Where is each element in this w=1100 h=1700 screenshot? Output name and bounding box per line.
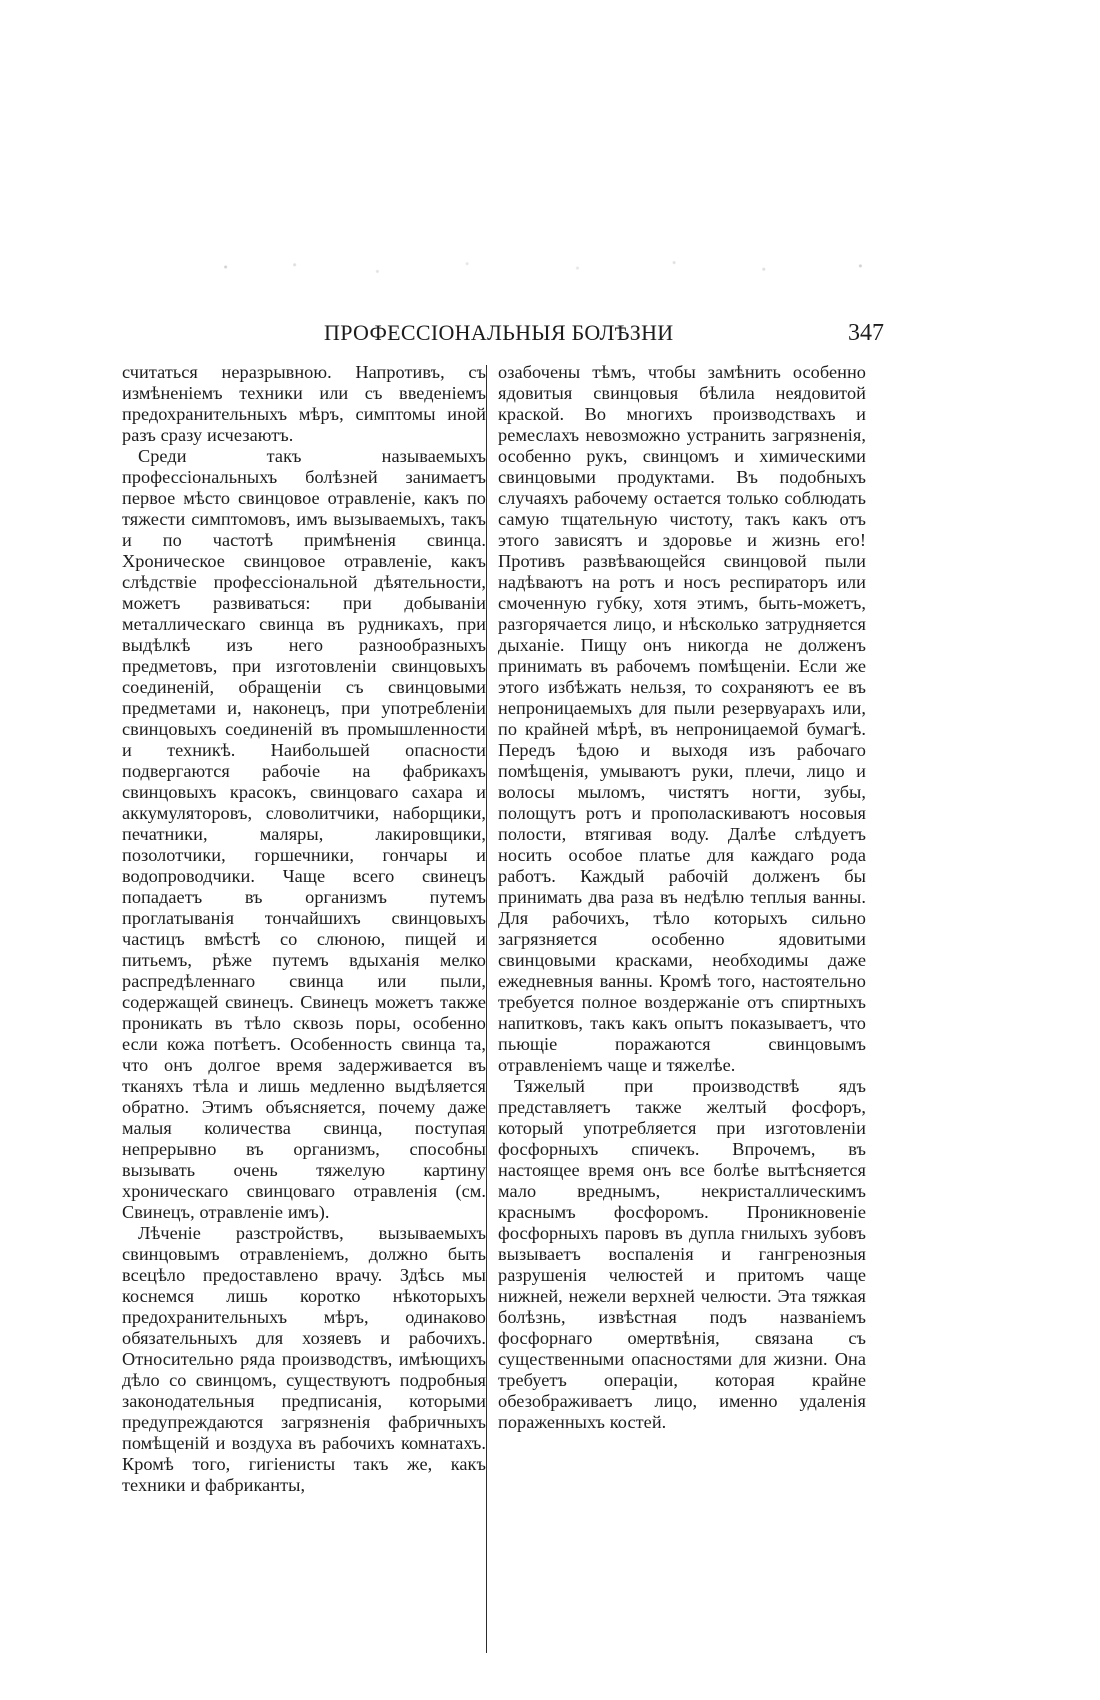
left-text-column: [122, 362, 486, 1496]
right-paragraph-2: Тяжелый при производствѣ ядъ представляетъ также желтый фосфоръ, который употребляется при изготовленіи фосфорныхъ спичекъ. Впрочемъ, въ настоящее время онъ все болѣе вытѣсняется мало вреднымъ, некристаллическимъ краснымъ фосфоромъ. Проникновеніе фосфорныхъ паровъ въ дупла гнилыхъ зубовъ вызываетъ воспаленія и гангренозныя разрушенія челюстей и притомъ чаще нижней, нежели верхней челюсти. Эта тяжкая болѣзнь, извѣстная подъ названіемъ фосфорнаго омертвѣнія, связана съ существенными опасностями для жизни. Она требуетъ операціи, которая крайне обезображиваетъ лицо, именно удаленія пораженныхъ костей.: [498, 1076, 866, 1432]
left-paragraph-2: Среди такъ называемыхъ профессіональныхъ болѣзней занимаетъ первое мѣсто свинцовое отравленіе, какъ по тяжести симптомовъ, имъ вызываемыхъ, такъ и по частотѣ примѣненія свинца. Хроническое свинцовое отравленіе, какъ слѣдствіе профессіональной дѣятельности, можетъ развиваться: при добываніи металлическаго свинца въ рудникахъ, при выдѣлкѣ изъ него разнообразныхъ предметовъ, при изготовленіи свинцовыхъ соединеній, обращеніи съ свинцовыми предметами и, наконецъ, при употребленіи свинцовыхъ соединеній въ промышленности и техникѣ. Наибольшей опасности подвергаются рабочіе на фабрикахъ свинцовыхъ красокъ, свинцоваго сахара и аккумуляторовъ, словолитчики, наборщики, печатники, маляры, лакировщики, позолотчики, горшечники, гончары и водопроводчики. Чаще всего свинецъ попадаетъ въ организмъ путемъ проглатыванія тончайшихъ свинцовыхъ частицъ вмѣстѣ со слюною, пищей и питьемъ, рѣже путемъ вдыханія мелко распредѣленнаго свинца или пыли, содержащей свинецъ. Свинецъ можетъ также проникать въ тѣло сквозь поры, особенно если кожа потѣетъ. Особенность свинца та, что онъ долгое время задерживается въ тканяхъ тѣла и лишь медленно выдѣляется обратно. Этимъ объясняется, почему даже малыя количества свинца, поступая непрерывно въ организмъ, способны вызывать очень тяжелую картину хроническаго свинцоваго отравленія (см. Свинецъ, отравленіе имъ).: [122, 446, 486, 1222]
right-paragraph-1: озабочены тѣмъ, чтобы замѣнить особенно ядовитыя свинцовыя бѣлила неядовитой краской. Во многихъ производствахъ и ремеслахъ невозможно устранить загрязненія, особенно рукъ, свинцомъ и химическими свинцовыми продуктами. Въ подобныхъ случаяхъ рабочему остается только соблюдать самую тщательную чистоту, такъ какъ отъ этого зависятъ и здоровье и жизнь его! Противъ развѣвающейся свинцовой пыли надѣваютъ на ротъ и носъ респираторъ или смоченную губку, хотя этимъ, быть-можетъ, разгорячается лицо, и нѣсколько затрудняется дыханіе. Пищу онъ никогда не долженъ принимать въ рабочемъ помѣщеніи. Если же этого избѣжать нельзя, то сохраняютъ ее въ непроницаемыхъ для пыли резервуарахъ или, по крайней мѣрѣ, въ непроницаемой бумагѣ. Передъ ѣдою и выходя изъ рабочаго помѣщенія, умываютъ руки, плечи, лицо и волосы мыломъ, чистятъ ногти, зубы, полощутъ ротъ и прополаскиваютъ носовыя полости, втягивая воду. Далѣе слѣдуетъ носить особое платье для каждаго рода работъ. Каждый рабочій долженъ бы принимать два раза въ недѣлю теплыя ванны. Для рабочихъ, тѣло которыхъ сильно загрязняется особенно ядовитыми свинцовыми красками, необходимы даже ежедневныя ванны. Кромѣ того, настоятельно требуется полное воздержаніе отъ спиртныхъ напитковъ, такъ какъ опытъ показываетъ, что пьющіе поражаются свинцовымъ отравленіемъ чаще и тяжелѣе.: [498, 362, 866, 1075]
scan-noise: [198, 256, 888, 278]
page-header: [324, 320, 884, 354]
left-paragraph-1: считаться неразрывною. Напротивъ, съ измѣненіемъ техники или съ введеніемъ предохранительныхъ мѣръ, симптомы иной разъ сразу исчезаютъ.: [122, 362, 486, 445]
column-divider: [486, 365, 487, 1653]
page-number: 347: [848, 320, 884, 346]
right-text-column: [498, 362, 866, 1433]
left-paragraph-3: Лѣченіе разстройствъ, вызываемыхъ свинцовымъ отравленіемъ, должно быть всецѣло предоставлено врачу. Здѣсь мы коснемся лишь коротко нѣкоторыхъ предохранительныхъ мѣръ, одинаково обязательныхъ для хозяевъ и рабочихъ. Относительно ряда производствъ, имѣющихъ дѣло со свинцомъ, существуютъ подробныя законодательныя предписанія, которыми предупреждаются загрязненія фабричныхъ помѣщеній и воздуха въ рабочихъ комнатахъ. Кромѣ того, гигіенисты такъ же, какъ техники и фабриканты,: [122, 1223, 486, 1495]
running-head: ПРОФЕССIОНАЛЬНЫЯ БОЛѢЗНИ: [324, 320, 674, 345]
